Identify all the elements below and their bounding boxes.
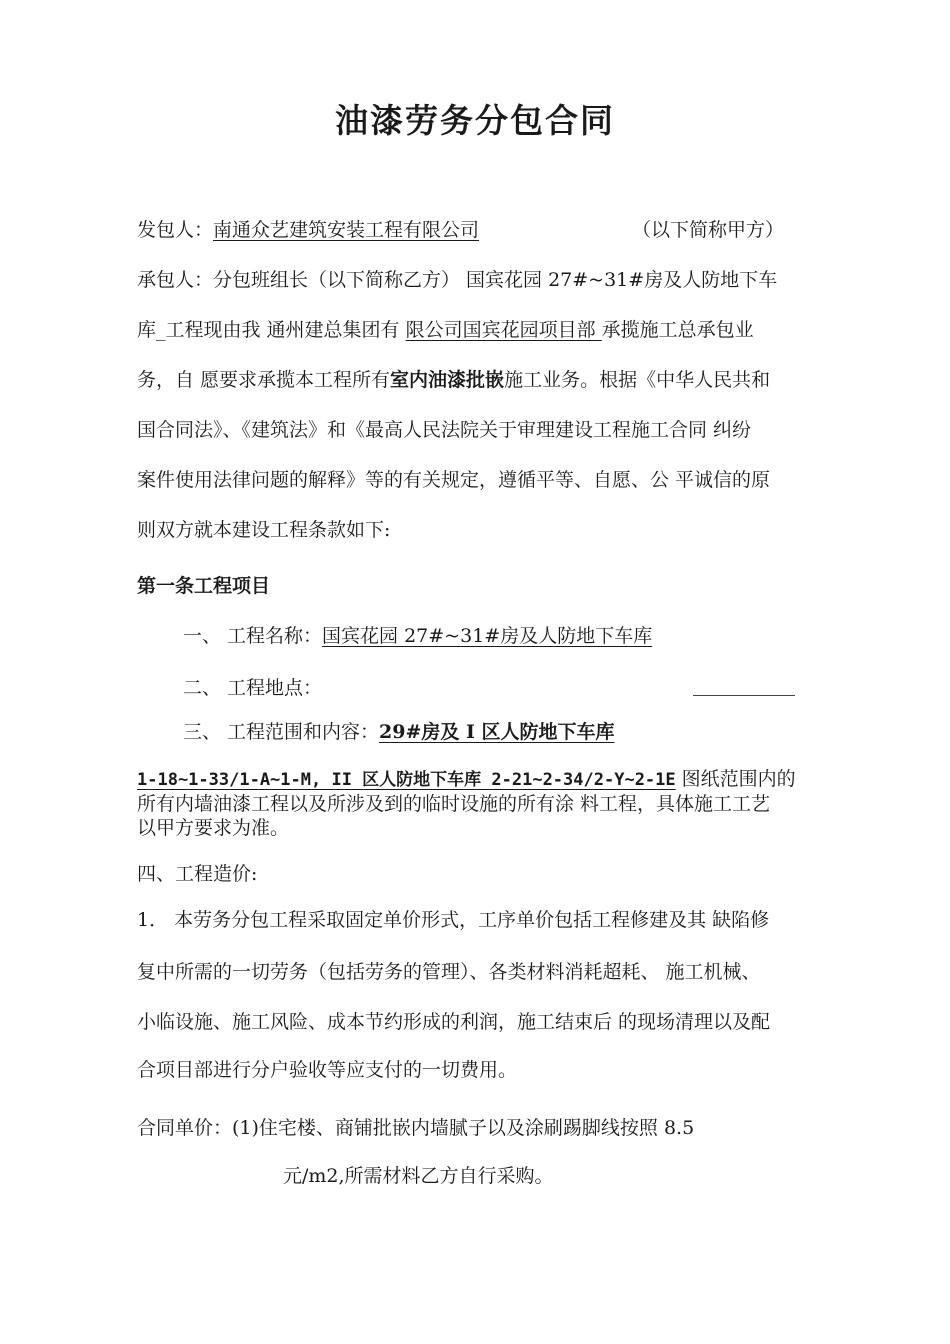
article-1-heading: 第一条工程项目 bbox=[137, 575, 271, 597]
scope-line-2: 所有内墙油漆工程以及所涉及到的临时设施的所有涂 料工程，具体施工工艺 bbox=[137, 793, 771, 815]
unit-price-label: 合同单价： bbox=[137, 1117, 233, 1139]
scope-axis-code: 1-18~1-33/1-A~1-M, II 区人防地下车库 2-21~2-34/2-Y~2-1E bbox=[137, 770, 676, 790]
employer-label: 发包人： bbox=[137, 219, 214, 241]
cost-para-line-1: 1． 本劳务分包工程采取固定单价形式，工序单价包括工程修建及其 缺陷修 bbox=[137, 909, 770, 931]
project-location-label: 二、 工程地点： bbox=[183, 677, 323, 699]
project-scope-value: 29#房及 I 区人防地下车库 bbox=[379, 721, 615, 743]
project-scope-item bbox=[183, 720, 615, 744]
project-scope-label: 三、 工程范围和内容： bbox=[183, 721, 380, 743]
intro-text: 施工业务。根据《中华人民共和 bbox=[504, 369, 771, 391]
intro-text: 承揽施工总承包业 bbox=[601, 319, 754, 341]
intro-line-5: 案件使用法律问题的解释》等的有关规定，遵循平等、自愿、公 平诚信的原 bbox=[137, 469, 771, 491]
unit-price-line bbox=[137, 1116, 694, 1140]
cost-para-line-2: 复中所需的一切劳务（包括劳务的管理）、各类材料消耗超耗、 施工机械、 bbox=[137, 961, 761, 983]
intro-line-1: 承包人：分包班组长（以下简称乙方） 国宾花园 27#~31#房及人防地下车 bbox=[137, 269, 778, 291]
cost-para-line-3: 小临设施、施工风险、成本节约形成的利润，施工结束后 的现场清理以及配 bbox=[137, 1011, 771, 1033]
cost-para-line-4: 合项目部进行分户验收等应支付的一切费用。 bbox=[137, 1059, 518, 1081]
unit-price-text-1: (1)住宅楼、商铺批嵌内墙腻子以及涂刷踢脚线按照 8.5 bbox=[232, 1117, 695, 1139]
intro-line-2 bbox=[137, 318, 754, 342]
document-title: 油漆劳务分包合同 bbox=[335, 101, 615, 140]
intro-text: 库_工程现由我 通州建总集团有 bbox=[137, 319, 406, 341]
project-location-blank bbox=[693, 695, 795, 696]
scope-line-3: 以甲方要求为准。 bbox=[137, 817, 290, 839]
project-dept: 限公司国宾花园项目部 bbox=[405, 319, 602, 341]
intro-line-3 bbox=[137, 368, 770, 392]
scope-tail-text: 图纸范围内的 bbox=[675, 768, 796, 790]
intro-line-4: 国合同法》、《建筑法》和《最高人民法院关于审理建设工程施工合同 纠纷 bbox=[137, 419, 752, 441]
unit-price-text-2: 元/m2,所需材料乙方自行采购。 bbox=[283, 1165, 554, 1187]
intro-line-6: 则双方就本建设工程条款如下: bbox=[137, 519, 391, 541]
scope-emphasis: 室内油漆批嵌 bbox=[390, 369, 505, 391]
employer-name: 南通众艺建筑安装工程有限公司 bbox=[213, 219, 480, 241]
project-name-item bbox=[183, 624, 652, 648]
project-name-value: 国宾花园 27#~31#房及人防地下车库 bbox=[322, 625, 653, 647]
employer-line bbox=[137, 218, 479, 242]
project-name-label: 一、 工程名称： bbox=[183, 625, 323, 647]
scope-code-line bbox=[137, 768, 796, 791]
intro-text: 务，自 愿要求承揽本工程所有 bbox=[137, 369, 391, 391]
employer-note: （以下简称甲方） bbox=[632, 219, 785, 241]
article-4-heading: 四、工程造价: bbox=[137, 863, 258, 885]
